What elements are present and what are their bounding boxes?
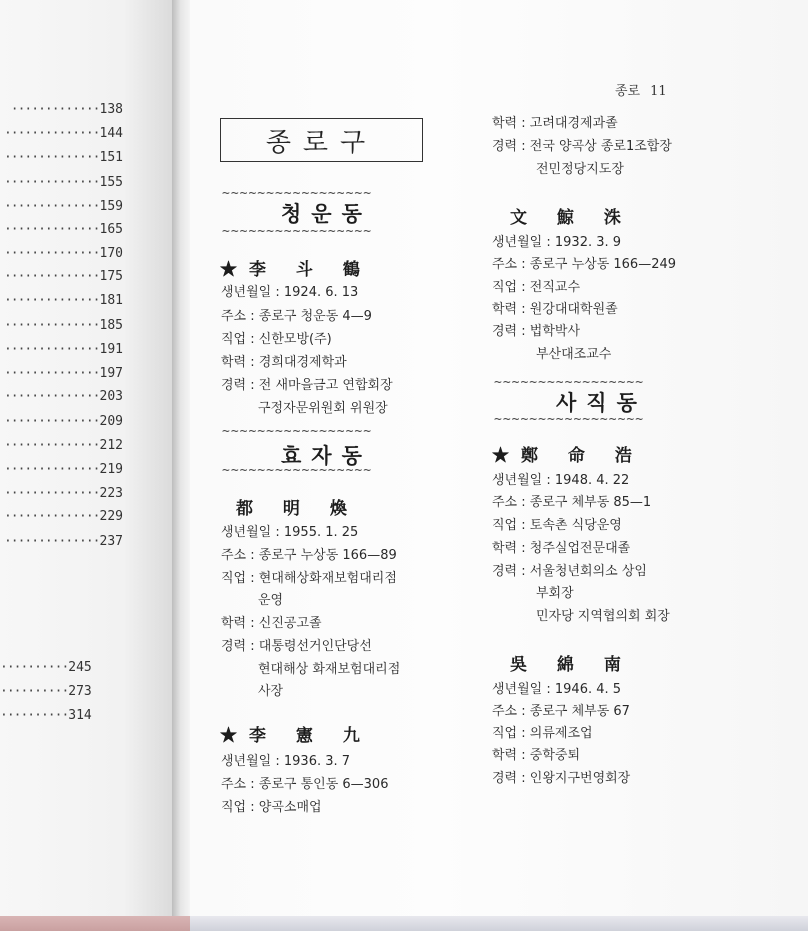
left-page: [0, 0, 176, 931]
person-name: 都 明 煥: [236, 499, 359, 519]
person-name: ★李 斗 鶴: [220, 260, 372, 280]
toc-line: ··············219: [3, 462, 123, 477]
edu-row: 학력 : 경희대경제학과: [221, 355, 347, 370]
career-cont: 부회장: [536, 586, 574, 601]
job-row: 직업 : 신한모방(주): [221, 332, 332, 347]
career-cont: 민자당 지역협의회 회장: [536, 609, 670, 624]
person-name: 文 鯨 洙: [510, 208, 633, 228]
address-row: 주소 : 종로구 통인동 6—306: [221, 777, 389, 792]
toc-line: ··············191: [3, 342, 123, 357]
job-row: 직업 : 전직교수: [492, 280, 581, 295]
person-name: ★鄭 命 浩: [492, 446, 644, 466]
career-cont: 부산대조교수: [536, 347, 612, 362]
birth-row: 생년월일 : 1946. 4. 5: [492, 682, 622, 697]
birth-row: 생년월일 : 1948. 4. 22: [492, 473, 630, 488]
toc-line: ··············212: [3, 438, 123, 453]
birth-row: 생년월일 : 1955. 1. 25: [221, 525, 359, 540]
wave-divider: ~~~~~~~~~~~~~~~~~: [494, 375, 645, 390]
toc-line: ··············170: [3, 246, 123, 261]
toc-line: ··············181: [3, 293, 123, 308]
wave-divider: ~~~~~~~~~~~~~~~~~: [222, 186, 373, 201]
career-row: 경력 : 전국 양곡상 종로1조합장: [492, 139, 672, 154]
career-cont: 현대해상 화재보험대리점: [258, 662, 401, 677]
career-row: 경력 : 인왕지구번영회장: [492, 771, 631, 786]
address-row: 주소 : 종로구 청운동 4—9: [221, 309, 372, 324]
district-title: 종로구: [265, 127, 378, 158]
page-header: [615, 80, 667, 99]
career-cont: 전민정당지도장: [536, 162, 624, 177]
career-row: 경력 : 법학박사: [492, 324, 581, 339]
person-name: 吳 綿 南: [510, 655, 633, 675]
district-title-box: [220, 118, 423, 162]
toc-line: ··············209: [3, 414, 123, 429]
toc-line: ··············197: [3, 366, 123, 381]
job-row: 직업 : 의류제조업: [492, 726, 593, 741]
toc-line: ··············237: [3, 534, 123, 549]
job-row: 직업 : 양곡소매업: [221, 800, 322, 815]
toc-line: ·············138: [10, 102, 123, 117]
toc-line: ··············151: [3, 150, 123, 165]
wave-divider: ~~~~~~~~~~~~~~~~~: [222, 463, 373, 478]
wave-divider: ~~~~~~~~~~~~~~~~~: [222, 224, 373, 239]
career-row: 경력 : 대통령선거인단당선: [221, 639, 372, 654]
toc-line: ··············229: [3, 509, 123, 524]
toc-line: ··············223: [3, 486, 123, 501]
dong-title-sajik: 사직동: [556, 391, 647, 415]
person-name: ★李 憲 九: [220, 726, 372, 746]
dong-title-hyoja: 효자동: [281, 444, 372, 468]
wave-divider: ~~~~~~~~~~~~~~~~~: [494, 412, 645, 427]
bottom-edge-right: [190, 916, 808, 931]
birth-row: 생년월일 : 1932. 3. 9: [492, 235, 622, 250]
edu-row: 학력 : 청주실업전문대졸: [492, 541, 631, 556]
edu-row: 학력 : 고려대경제과졸: [492, 116, 618, 131]
career-cont: 구정자문위원회 위원장: [258, 401, 388, 416]
toc-line: ··············185: [3, 318, 123, 333]
career-cont: 사장: [258, 684, 284, 699]
address-row: 주소 : 종로구 체부동 67: [492, 704, 630, 719]
wave-divider: ~~~~~~~~~~~~~~~~~: [222, 424, 373, 439]
job-cont: 운영: [258, 593, 284, 608]
toc-line: ··············155: [3, 175, 123, 190]
address-row: 주소 : 종로구 누상동 166—89: [221, 548, 397, 563]
edu-row: 학력 : 중학중퇴: [492, 748, 581, 763]
toc-line: ··········273: [0, 684, 92, 699]
toc-line: ··········245: [0, 660, 92, 675]
toc-line: ··········314: [0, 708, 92, 723]
page-number: 11: [650, 84, 667, 99]
toc-line: ··············175: [3, 269, 123, 284]
toc-line: ··············203: [3, 389, 123, 404]
toc-line: ··············159: [3, 199, 123, 214]
birth-row: 생년월일 : 1924. 6. 13: [221, 285, 359, 300]
job-row: 직업 : 현대해상화재보험대리점: [221, 571, 397, 586]
edu-row: 학력 : 원강대대학원졸: [492, 302, 618, 317]
address-row: 주소 : 종로구 누상동 166—249: [492, 257, 677, 272]
dong-title-cheongun: 청운동: [281, 202, 372, 226]
address-row: 주소 : 종로구 체부동 85—1: [492, 495, 652, 510]
career-row: 경력 : 서울청년회의소 상임: [492, 564, 647, 579]
header-section: 종로: [615, 84, 641, 99]
career-row: 경력 : 전 새마을금고 연합회장: [221, 378, 393, 393]
toc-line: ··············144: [3, 126, 123, 141]
job-row: 직업 : 토속촌 식당운영: [492, 518, 622, 533]
birth-row: 생년월일 : 1936. 3. 7: [221, 754, 351, 769]
edu-row: 학력 : 신진공고졸: [221, 616, 322, 631]
toc-line: ··············165: [3, 222, 123, 237]
